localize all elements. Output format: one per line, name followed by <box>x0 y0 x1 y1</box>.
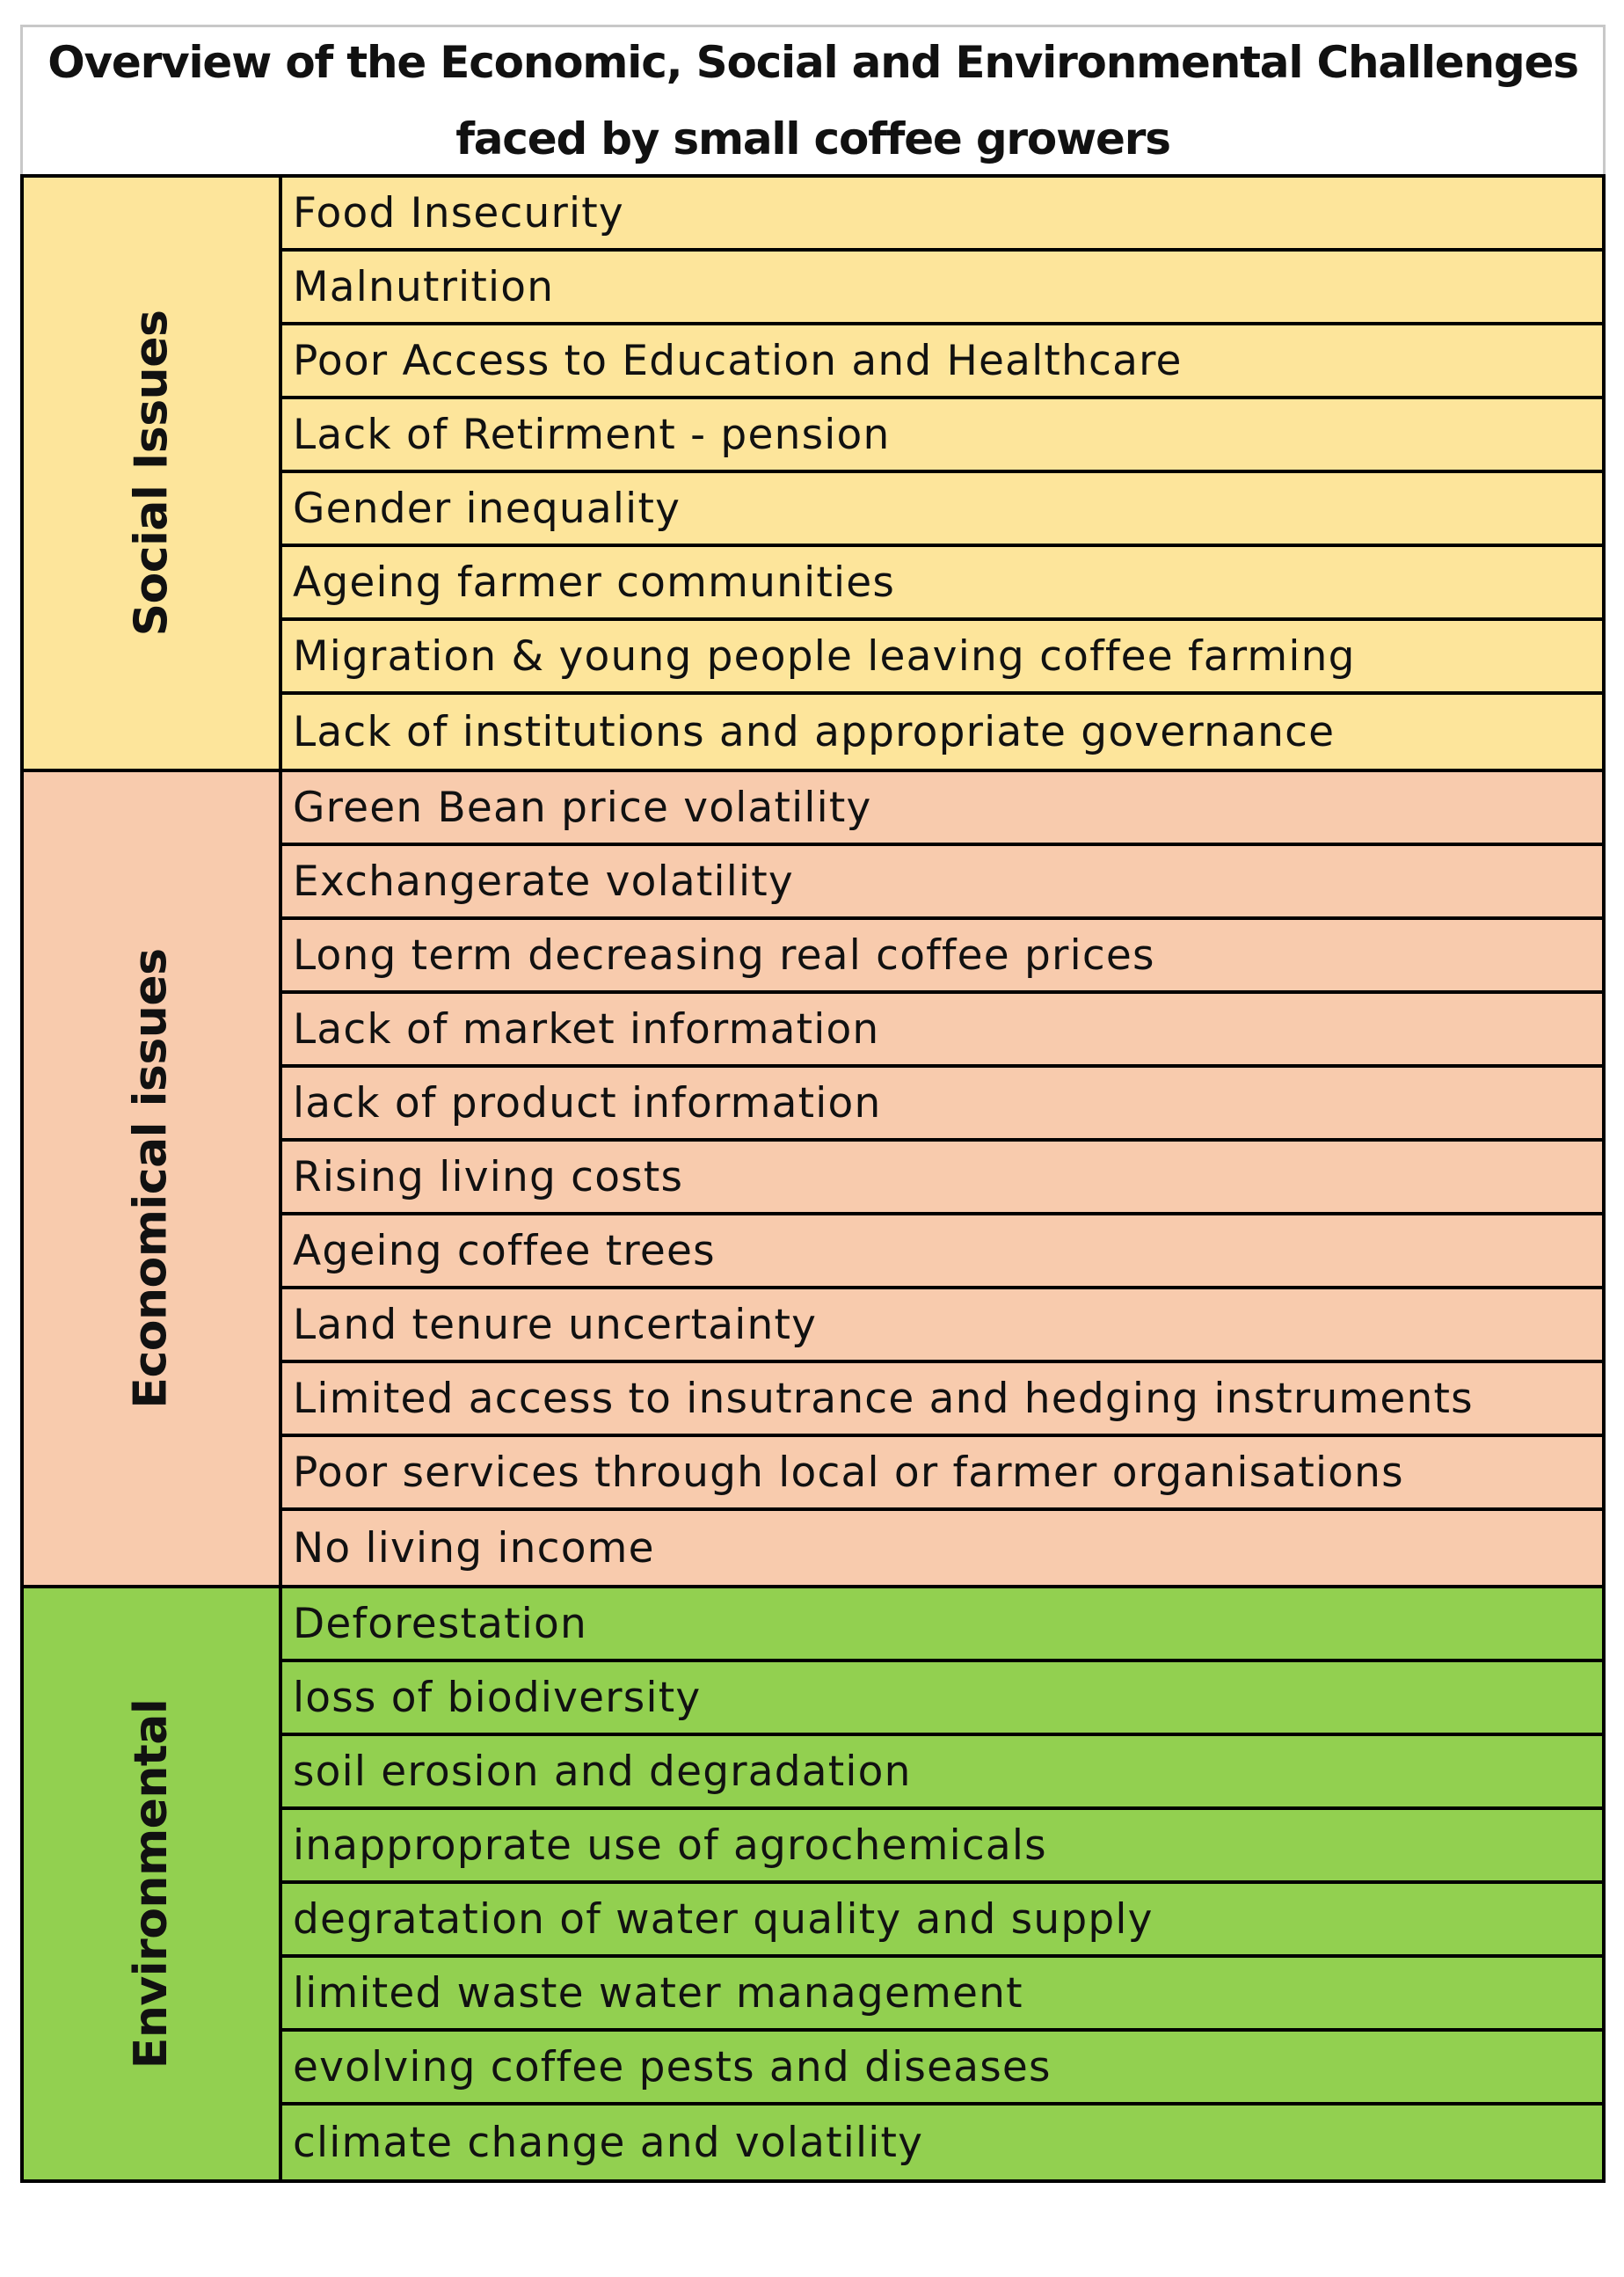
category-cell-social <box>24 178 282 769</box>
table-row: Ageing coffee trees <box>282 1215 1602 1289</box>
table-row: Malnutrition <box>282 252 1602 325</box>
table-row: climate change and volatility <box>293 2118 924 2167</box>
table-row: inapproprate use of agrochemicals <box>282 1810 1602 1884</box>
table-row: evolving coffee pests and diseases <box>282 2032 1602 2105</box>
category-cell-economical <box>24 772 282 1585</box>
category-label-social: Social Issues <box>125 310 178 637</box>
section-social-issues <box>24 178 1602 772</box>
table-row: loss of biodiversity <box>282 1662 1602 1736</box>
section-economical-issues <box>24 772 1602 1588</box>
table-row: Lack of institutions and appropriate governance <box>293 707 1336 756</box>
item-list-environmental <box>282 1588 1602 2179</box>
table-row: No living income <box>293 1523 655 1573</box>
table-row: Land tenure uncertainty <box>282 1289 1602 1363</box>
table-row: Poor Access to Education and Healthcare <box>282 325 1602 399</box>
table-row: degratation of water quality and supply <box>282 1884 1602 1958</box>
section-environmental <box>24 1588 1602 2179</box>
table-row: soil erosion and degradation <box>282 1736 1602 1810</box>
title-line-2: faced by small coffee growers <box>455 113 1170 164</box>
table-row: Poor services through local or farmer organisations <box>282 1437 1602 1511</box>
table-row: Ageing farmer communities <box>282 547 1602 621</box>
table-row: Gender inequality <box>282 473 1602 547</box>
item-list-social <box>282 178 1602 769</box>
challenges-table <box>20 174 1606 2183</box>
table-row: Lack of Retirment - pension <box>282 399 1602 473</box>
table-row: Limited access to insutrance and hedging instruments <box>282 1363 1602 1437</box>
page-title <box>20 25 1606 174</box>
table-row: Green Bean price volatility <box>282 772 1602 846</box>
table-row: Lack of market information <box>282 994 1602 1068</box>
category-label-environmental: Environmental <box>125 1698 178 2069</box>
category-label-economical: Economical issues <box>125 948 178 1409</box>
table-row: Rising living costs <box>282 1142 1602 1215</box>
table-row: Food Insecurity <box>282 178 1602 252</box>
table-row: lack of product information <box>282 1068 1602 1142</box>
table-row: Long term decreasing real coffee prices <box>282 920 1602 994</box>
title-line-1: Overview of the Economic, Social and Environmental Challenges <box>47 36 1578 88</box>
table-row: Migration & young people leaving coffee farming <box>282 621 1602 695</box>
table-row: limited waste water management <box>282 1958 1602 2032</box>
category-cell-environmental <box>24 1588 282 2179</box>
table-row: Exchangerate volatility <box>282 846 1602 920</box>
item-list-economical <box>282 772 1602 1585</box>
table-row: Deforestation <box>282 1588 1602 1662</box>
